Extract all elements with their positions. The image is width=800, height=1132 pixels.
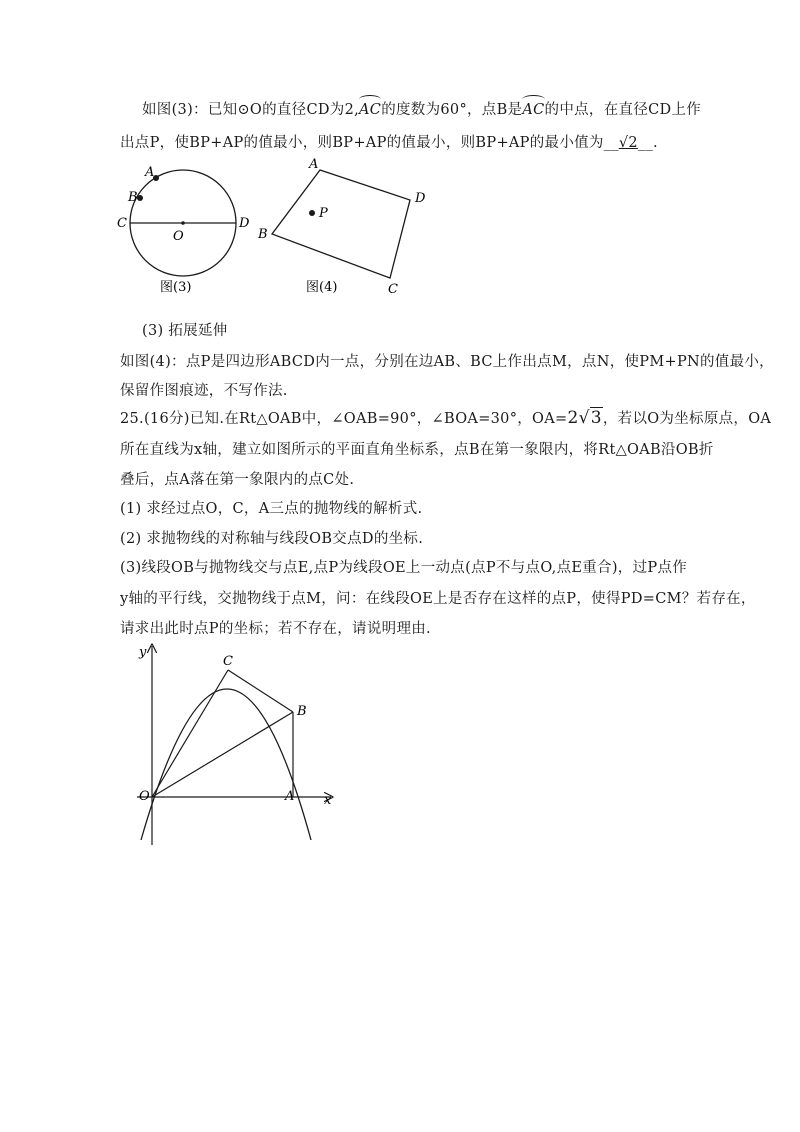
figure-4-caption: 图(4) [306, 280, 338, 295]
label-b: B [128, 190, 138, 205]
label-y-axis: y [139, 645, 147, 660]
q25-line-1: 25.(16分)已知.在Rt△OAB中，∠OAB=90°，∠BOA=30°，OA=2√3，若以O为坐标原点，OA [120, 408, 772, 428]
problem-line-2: 出点P，使BP+AP的值最小，则BP+AP的值最小，则BP+AP的最小值为__√2__. [120, 135, 658, 151]
q25-subquestion-3-line-2: y轴的平行线，交抛物线于点M，问：在线段OE上是否存在这样的点P，使得PD=CM？若存在， [120, 591, 756, 607]
figure-4-quadrilateral [250, 150, 440, 295]
label-o: O [139, 789, 150, 804]
q25-subquestion-3-line-1: (3)线段OB与抛物线交与点E,点P为线段OE上一动点(点P不与点O,点E重合)，过P点作 [120, 560, 688, 576]
label-x-axis: x [324, 793, 332, 808]
extension-line-1: 如图(4)：点P是四边形ABCD内一点，分别在边AB、BC上作出点M，点N，使PM+PN的值最小， [120, 354, 774, 370]
label-c: C [388, 282, 398, 295]
label-o: O [173, 229, 184, 244]
answer-sqrt2: √2 [618, 135, 638, 151]
q25-line-2: 所在直线为x轴，建立如图所示的平面直角坐标系，点B在第一象限内，将Rt△OAB沿OB折 [120, 442, 714, 458]
label-c: C [117, 216, 127, 231]
arc-ac-1: AC [359, 102, 382, 118]
q25-subquestion-1: (1) 求经过点O，C，A三点的抛物线的解析式. [120, 501, 423, 517]
arc-ac-2: AC [522, 102, 545, 118]
label-b: B [258, 227, 268, 242]
figure-3-caption: 图(3) [160, 280, 192, 295]
q25-subquestion-3-line-3: 请求出此时点P的坐标；若不存在，请说明理由. [120, 621, 431, 637]
figure-25-parabola [115, 640, 355, 855]
figure-3-circle [110, 160, 260, 300]
extension-line-2: 保留作图痕迹，不写作法. [120, 383, 288, 399]
label-b: B [297, 704, 307, 719]
label-p: P [319, 206, 328, 221]
label-d: D [415, 191, 426, 206]
oa-value: 2√3 [567, 408, 602, 428]
q25-line-3: 叠后，点A落在第一象限内的点C处. [120, 472, 355, 488]
label-a: A [309, 157, 319, 172]
label-c: C [223, 654, 233, 669]
label-d: D [239, 216, 250, 231]
section-heading: (3) 拓展延伸 [142, 323, 228, 339]
problem-line-1: 如图(3)：已知⊙O的直径CD为2,AC的度数为60°，点B是AC的中点，在直径CD上作 [142, 102, 702, 118]
label-a: A [145, 165, 155, 180]
q25-subquestion-2: (2) 求抛物线的对称轴与线段OB交点D的坐标. [120, 531, 424, 547]
label-a: A [285, 789, 295, 804]
